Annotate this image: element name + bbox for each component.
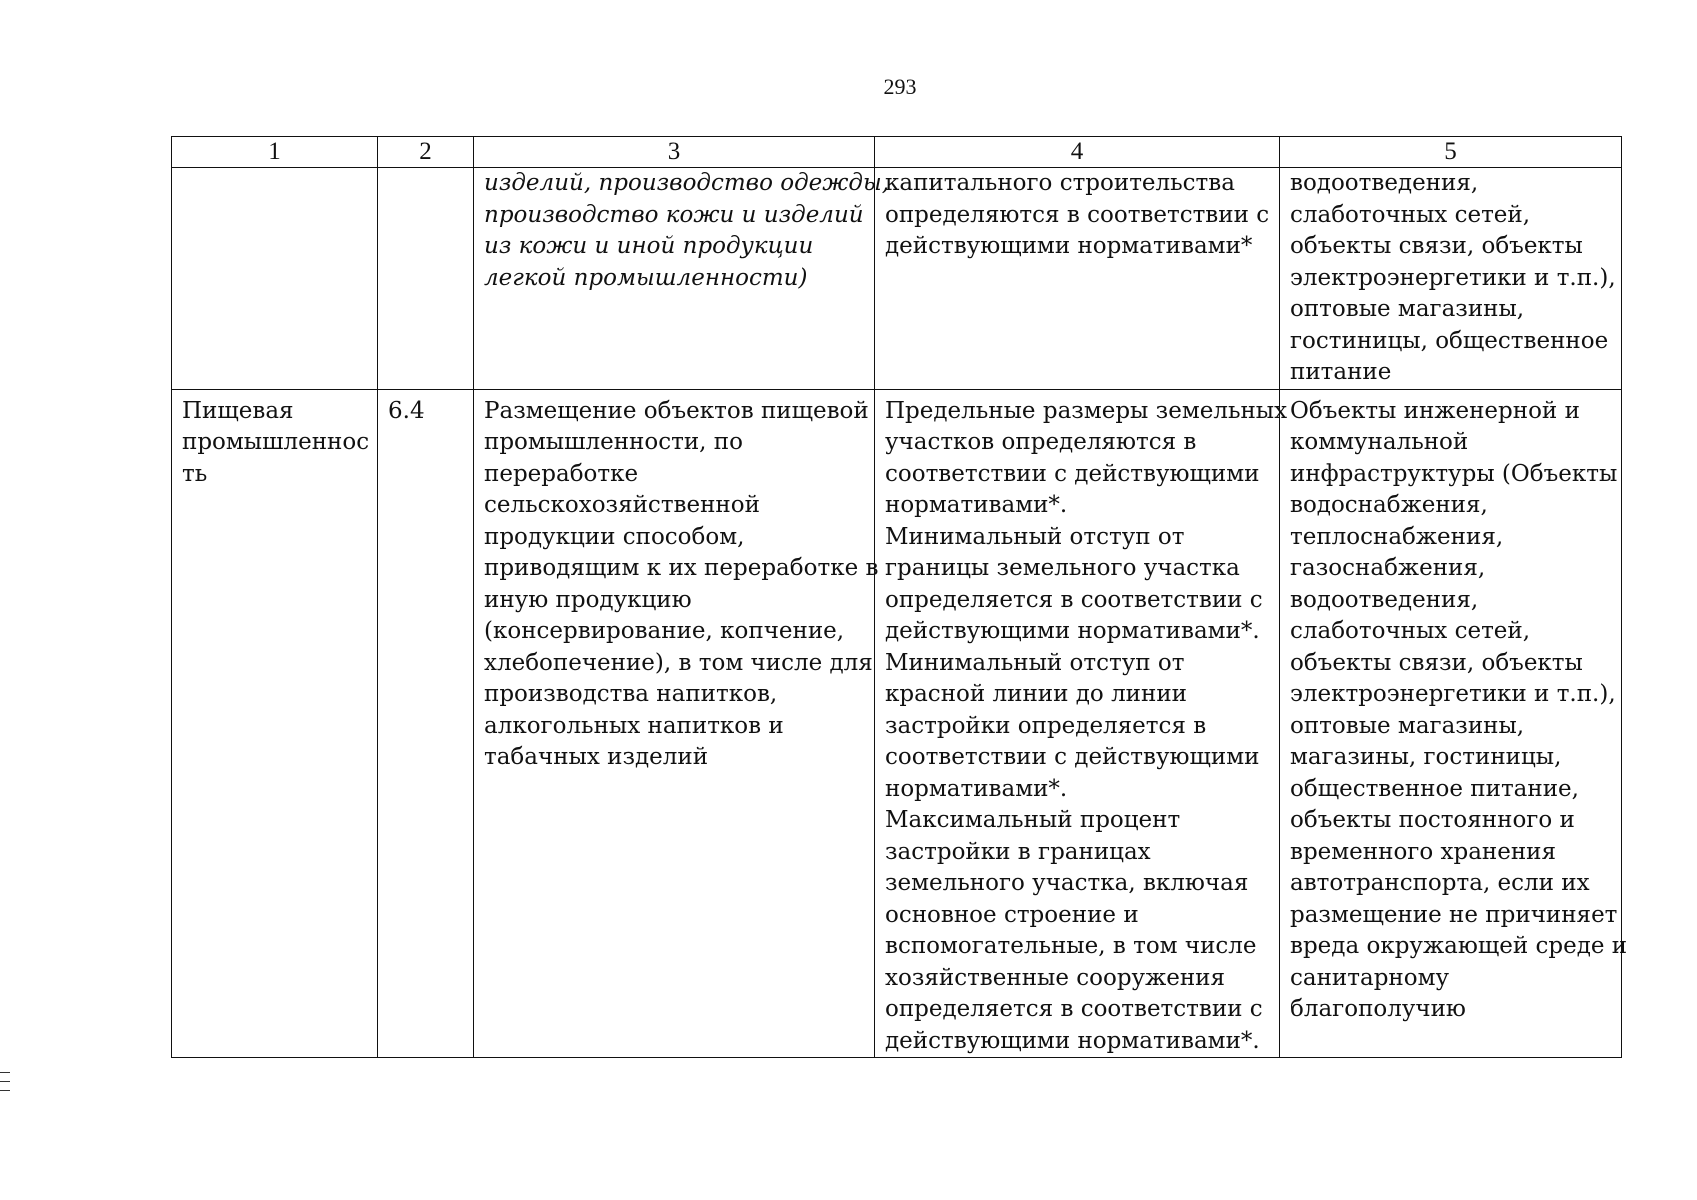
- text-line: коммунальной: [1290, 429, 1469, 455]
- text-line: нормативами*.: [885, 492, 1068, 518]
- text-line: вспомогательные, в том числе: [885, 933, 1257, 959]
- scan-margin-mark: [0, 1081, 10, 1082]
- scan-margin-mark: [0, 1072, 10, 1073]
- text-line: газоснабжения,: [1290, 555, 1486, 581]
- header-cell-5: 5: [1280, 137, 1622, 168]
- text-line: хозяйственные сооружения: [885, 964, 1226, 991]
- continued-parameters-cell: [875, 168, 1280, 390]
- table-row-food-industry: [172, 389, 1622, 1058]
- continued-auxiliary-uses-cell: [1280, 168, 1622, 390]
- text-line: Объекты инженерной и: [1290, 397, 1580, 424]
- text-line: изделий, производство одежды,: [484, 170, 890, 196]
- text-line: слаботочных сетей,: [1290, 201, 1531, 228]
- text-line: табачных изделий: [484, 744, 709, 770]
- text-line: хлебопечение), в том числе для: [484, 649, 873, 676]
- text-line: размещение не причиняет: [1290, 901, 1618, 928]
- continued-description-cell: [474, 168, 890, 390]
- text-line: сельскохозяйственной: [484, 492, 760, 518]
- text-line: определяется в соответствии с: [885, 996, 1263, 1022]
- text-line: промышленнос: [182, 429, 370, 455]
- text-line: водоснабжения,: [1290, 492, 1488, 518]
- text-line: промышленности, по: [484, 429, 743, 455]
- text-line: действующими нормативами*.: [885, 1027, 1260, 1054]
- text-line: оптовые магазины,: [1290, 712, 1525, 739]
- text-line: Минимальный отступ от: [885, 523, 1185, 550]
- text-line: определяются в соответствии с: [885, 201, 1270, 228]
- text-line: из кожи и иной продукции: [484, 233, 814, 259]
- text-line: нормативами*.: [885, 775, 1068, 802]
- text-line: иную продукцию: [484, 586, 692, 613]
- header-cell-1: 1: [172, 137, 378, 168]
- text-line: электроэнергетики и т.п.),: [1290, 681, 1616, 707]
- header-cell-3: 3: [474, 137, 875, 168]
- text-line: определяется в соответствии с: [885, 586, 1263, 613]
- text-line: водоотведения,: [1290, 586, 1479, 613]
- text-line: гостиницы, общественное: [1290, 327, 1609, 354]
- text-line: вреда окружающей среде и: [1290, 933, 1628, 959]
- text-line: водоотведения,: [1290, 170, 1479, 196]
- text-line: основное строение и: [885, 901, 1139, 928]
- text-line: соответствии с действующими: [885, 744, 1260, 770]
- text-line: общественное питание,: [1290, 775, 1579, 802]
- text-line: электроэнергетики и т.п.),: [1290, 264, 1616, 291]
- text-line: питание: [1290, 359, 1392, 385]
- text-line: действующими нормативами*.: [885, 618, 1260, 644]
- text-line: Минимальный отступ от: [885, 649, 1185, 676]
- text-line: временного хранения: [1290, 838, 1557, 865]
- text-line: красной линии до линии: [885, 681, 1187, 707]
- text-line: алкогольных напитков и: [484, 712, 784, 739]
- text-line: благополучию: [1290, 996, 1466, 1022]
- text-line: легкой промышленности): [484, 264, 808, 291]
- text-line: Максимальный процент: [885, 807, 1181, 833]
- text-line: действующими нормативами*: [885, 233, 1253, 259]
- text-line: Пищевая: [182, 397, 294, 424]
- text-line: соответствии с действующими: [885, 460, 1260, 487]
- table-row-continued: [172, 168, 1622, 390]
- text-line: (консервирование, копчение,: [484, 618, 845, 644]
- text-line: застройки в границах: [885, 838, 1151, 865]
- use-code-cell: 6.4: [378, 389, 474, 1058]
- scan-margin-mark: [0, 1090, 10, 1091]
- header-cell-4: 4: [875, 137, 1280, 168]
- text-line: капитального строительства: [885, 170, 1235, 196]
- text-line: объекты связи, объекты: [1290, 649, 1583, 676]
- use-description-cell: [474, 389, 879, 1058]
- text-line: Предельные размеры земельных: [885, 397, 1288, 424]
- text-line: оптовые магазины,: [1290, 296, 1525, 322]
- zoning-table: [171, 136, 1628, 1058]
- text-line: объекты постоянного и: [1290, 807, 1575, 833]
- use-name-cell: [172, 389, 378, 1058]
- use-parameters-cell: [875, 389, 1288, 1058]
- text-line: Размещение объектов пищевой: [484, 397, 869, 424]
- text-line: ть: [182, 460, 208, 487]
- text-line: участков определяются в: [885, 429, 1197, 455]
- text-line: застройки определяется в: [885, 712, 1207, 739]
- text-line: продукции способом,: [484, 523, 745, 550]
- page-number: 293: [883, 74, 917, 99]
- continued-col1-cell: [172, 168, 378, 390]
- text-line: производства напитков,: [484, 681, 778, 707]
- text-line: производство кожи и изделий: [484, 201, 864, 228]
- text-line: теплоснабжения,: [1290, 523, 1504, 550]
- text-line: земельного участка, включая: [885, 870, 1249, 896]
- text-line: инфраструктуры (Объекты: [1290, 460, 1618, 487]
- text-line: приводящим к их переработке в: [484, 555, 879, 581]
- auxiliary-uses-cell: [1280, 389, 1628, 1058]
- continued-col2-cell: [378, 168, 474, 390]
- text-line: объекты связи, объекты: [1290, 233, 1583, 259]
- table-header-row: [172, 137, 1622, 168]
- text-line: слаботочных сетей,: [1290, 618, 1531, 644]
- text-line: санитарному: [1290, 964, 1450, 991]
- text-line: границы земельного участка: [885, 555, 1240, 581]
- text-line: автотранспорта, если их: [1290, 870, 1590, 896]
- text-line: переработке: [484, 460, 639, 487]
- header-cell-2: 2: [378, 137, 474, 168]
- text-line: магазины, гостиницы,: [1290, 744, 1562, 770]
